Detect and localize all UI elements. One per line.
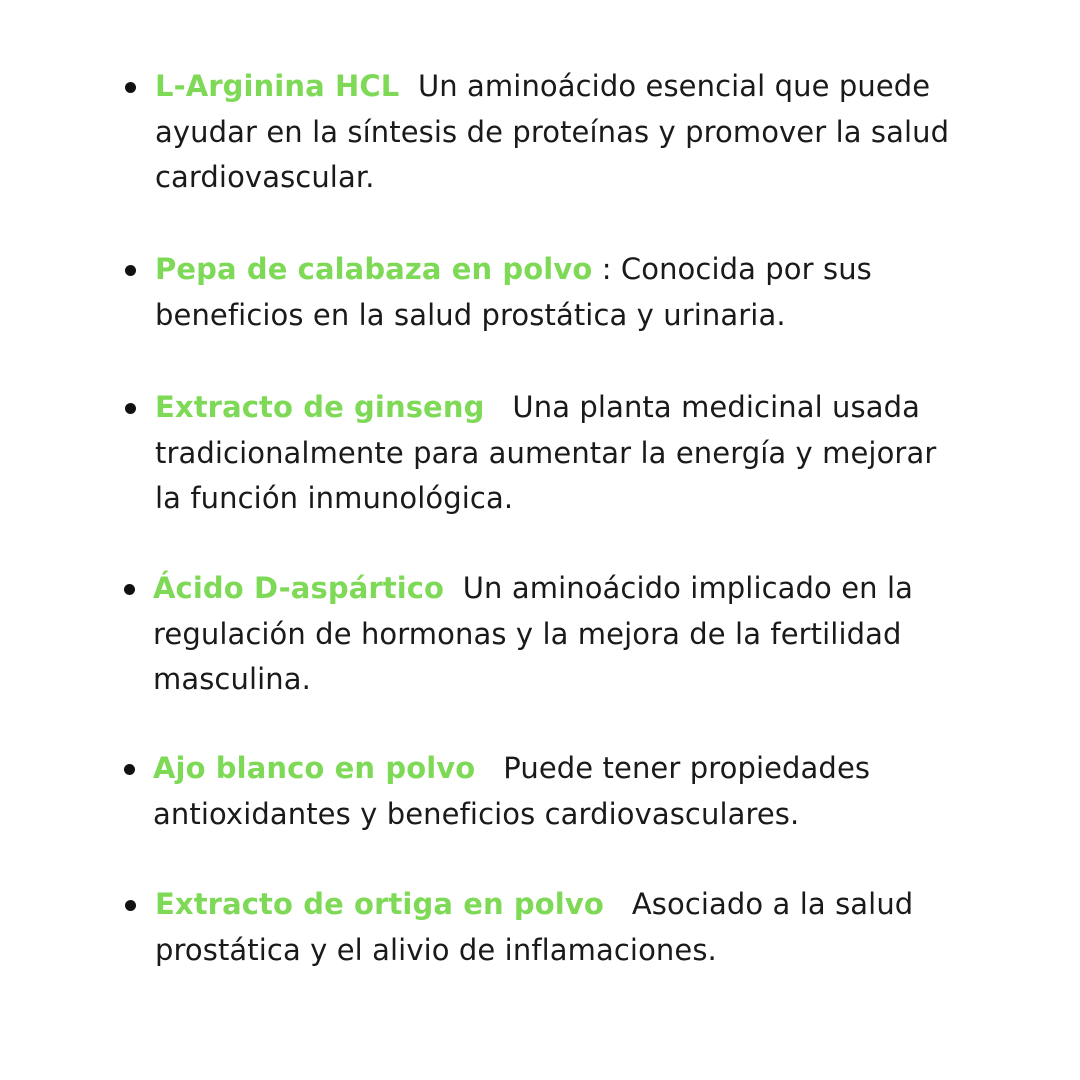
bullet-icon <box>124 764 135 775</box>
ingredient-description: Conocida por sus beneficios en la salud prostática y urinaria. <box>155 252 872 332</box>
ingredient-name: Pepa de calabaza en polvo <box>155 252 593 286</box>
ingredient-name: Extracto de ortiga en polvo <box>155 887 604 921</box>
ingredient-description: Una planta medicinal usada tradicionalmente para aumentar la energía y mejorar la función inmunológica. <box>155 390 937 515</box>
ingredient-description: Puede tener propiedades antioxidantes y beneficios cardiovasculares. <box>153 751 871 831</box>
bullet-icon <box>125 82 136 93</box>
list-item-text <box>153 566 953 703</box>
bullet-icon <box>125 900 136 911</box>
ingredient-name: Extracto de ginseng <box>155 390 485 424</box>
bullet-icon <box>125 265 136 276</box>
bullet-icon <box>124 584 135 595</box>
ingredient-description: Asociado a la salud prostática y el alivio de inflamaciones. <box>155 887 914 967</box>
bullet-icon <box>125 403 136 414</box>
ingredient-name: Ajo blanco en polvo <box>153 751 476 785</box>
list-item-text <box>155 882 955 973</box>
list-item-text <box>153 746 953 837</box>
ingredient-description: Un aminoácido esencial que puede ayudar en la síntesis de proteínas y promover la salud cardiovascular. <box>155 69 950 194</box>
list-item-text: Pepa de calabaza en polvo : Conocida por sus beneficios en la salud prostática y urinaria. <box>155 252 872 332</box>
list-item-text <box>155 385 955 522</box>
ingredient-name: Ácido D-aspártico <box>153 571 445 605</box>
ingredient-description: Un aminoácido implicado en la regulación de hormonas y la mejora de la fertilidad masculina. <box>153 571 913 696</box>
ingredient-name: L-Arginina HCL <box>155 69 400 103</box>
list-item-text <box>155 64 955 201</box>
